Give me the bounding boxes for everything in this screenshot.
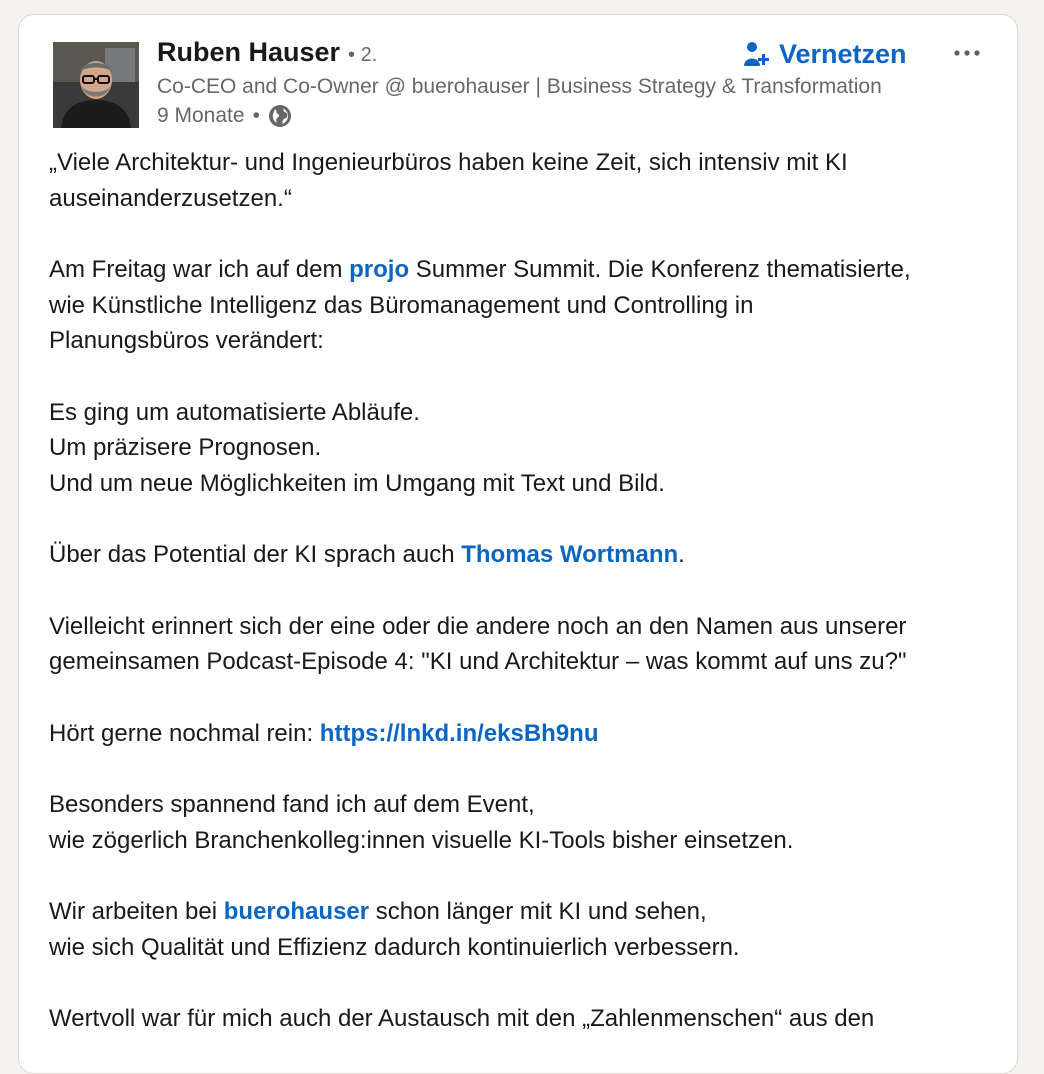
connect-label: Vernetzen xyxy=(779,38,907,69)
body-line: Wir arbeiten bei buerohauser schon länger mit KI und sehen, xyxy=(49,898,707,925)
body-line: wie Künstliche Intelligenz das Büromanagement und Controlling in xyxy=(49,291,754,319)
author-headline: Co-CEO and Co-Owner @ buerohauser | Business Strategy & Transformation xyxy=(157,75,882,98)
body-line: gemeinsamen Podcast-Episode 4: "KI und Architektur – was kommt auf uns zu?" xyxy=(49,648,907,675)
post-card xyxy=(18,14,1018,1074)
connection-degree: • 2. xyxy=(348,44,378,66)
globe-icon xyxy=(268,104,292,128)
post-meta xyxy=(157,104,292,128)
body-line: Am Freitag war ich auf dem projo Summer Summit. Die Konferenz thematisierte, xyxy=(49,256,911,283)
body-line: „Viele Architektur- und Ingenieurbüros haben keine Zeit, sich intensiv mit KI xyxy=(49,149,848,176)
mention-projo[interactable]: projo xyxy=(349,256,410,283)
body-line: Hört gerne nochmal rein: https://lnkd.in/eksBh9nu xyxy=(49,719,599,747)
body-line: Um präzisere Prognosen. xyxy=(49,434,322,461)
body-line: Besonders spannend fand ich auf dem Event, xyxy=(49,791,535,818)
post-body xyxy=(49,145,999,1037)
post-time: 9 Monate xyxy=(157,104,245,127)
body-line: Es ging um automatisierte Abläufe. xyxy=(49,398,420,426)
body-line: Und um neue Möglichkeiten im Umgang mit Text und Bild. xyxy=(49,469,665,497)
author-name[interactable]: Ruben Hauser xyxy=(157,37,341,67)
author-avatar[interactable] xyxy=(53,42,139,128)
mention-buerohauser[interactable]: buerohauser xyxy=(223,898,370,925)
body-line: auseinanderzusetzen.“ xyxy=(49,184,292,212)
body-line: Wertvoll war für mich auch der Austausch mit den „Zahlenmenschen“ aus den xyxy=(49,1005,875,1032)
podcast-link[interactable]: https://lnkd.in/eksBh9nu xyxy=(319,719,599,747)
more-options-button[interactable] xyxy=(951,37,983,69)
author-name-row xyxy=(157,37,377,73)
body-line: Über das Potential der KI sprach auch Thomas Wortmann. xyxy=(49,541,685,568)
body-line: Vielleicht erinnert sich der eine oder die andere noch an den Namen aus unserer xyxy=(49,612,907,640)
ellipsis-icon xyxy=(953,49,981,57)
meta-separator: • xyxy=(252,104,260,127)
profile-photo-icon xyxy=(53,42,139,128)
body-line: wie sich Qualität und Effizienz dadurch kontinuierlich verbessern. xyxy=(49,933,740,961)
body-line: wie zögerlich Branchenkolleg:innen visuelle KI-Tools bisher einsetzen. xyxy=(49,826,794,854)
add-person-icon xyxy=(743,40,771,68)
mention-thomas-wortmann[interactable]: Thomas Wortmann xyxy=(461,541,679,568)
body-line: Planungsbüros verändert: xyxy=(49,327,324,354)
connect-button[interactable] xyxy=(743,35,907,73)
